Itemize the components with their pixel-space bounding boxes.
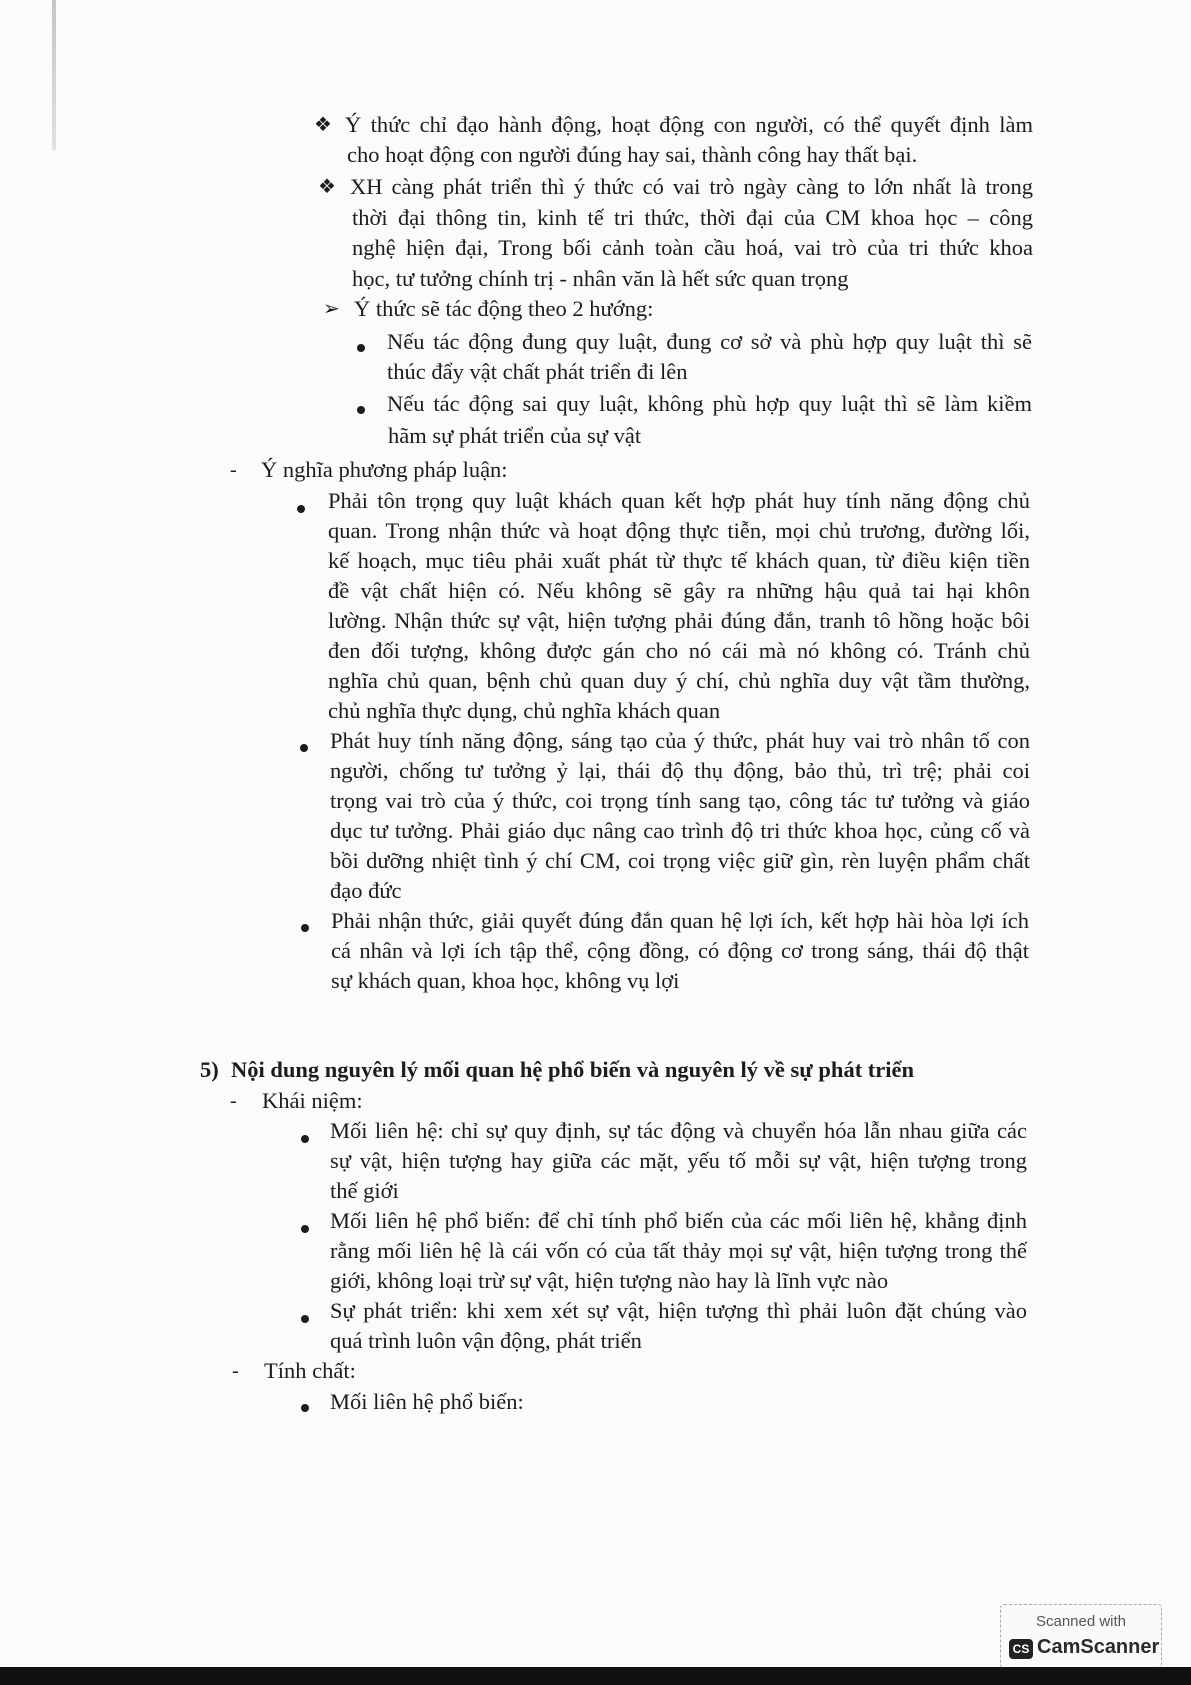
text-line: giới, không loại trừ sự vật, hiện tượng nào hay là lĩnh vực nào <box>330 1268 889 1293</box>
round-bullet-icon <box>301 1404 309 1412</box>
text-line: Mối liên hệ: chỉ sự quy định, sự tác động và chuyển hóa lẫn nhau giữa các <box>330 1118 1027 1143</box>
round-bullet-icon <box>301 1135 309 1143</box>
watermark-brand: CamScanner <box>1037 1636 1160 1658</box>
text-line: chủ nghĩa thực dụng, chủ nghĩa khách quan <box>328 698 721 723</box>
text-line: đạo đức <box>330 878 402 903</box>
text-line: người, chống tư tưởng ỷ lại, thái độ thụ động, bảo thủ, trì trệ; phải coi <box>330 758 1030 783</box>
text-line: trọng vai trò của ý thức, coi trọng tính sang tạo, công tác tư tưởng và giáo <box>330 788 1030 813</box>
round-bullet-icon <box>357 344 365 352</box>
text-line: Phát huy tính năng động, sáng tạo của ý thức, phát huy vai trò nhân tố con <box>330 728 1030 753</box>
text-line: thời đại thông tin, kinh tế tri thức, thời đại của CM khoa học – công <box>352 205 1033 230</box>
text-line: nghệ hiện đại, Trong bối cảnh toàn cầu hoá, vai trò của tri thức khoa <box>352 235 1033 260</box>
text-line: Sự phát triển: khi xem xét sự vật, hiện tượng thì phải luôn đặt chúng vào <box>330 1298 1027 1323</box>
diamond-bullet-icon: ❖ <box>314 114 332 136</box>
text-line: XH càng phát triển thì ý thức có vai trò ngày càng to lớn nhất là trong <box>350 174 1033 199</box>
text-line: sự vật, hiện tượng hay giữa các mặt, yếu tố mỗi sự vật, hiện tượng trong <box>330 1148 1027 1173</box>
section-heading: Nội dung nguyên lý mối quan hệ phổ biến và nguyên lý về sự phát triển <box>231 1057 915 1082</box>
text-line: đen đối tượng, không được gán cho nó cái mà nó không có. Tránh chủ <box>328 638 1030 663</box>
round-bullet-icon <box>297 505 305 513</box>
text-line: Ý thức sẽ tác động theo 2 hướng: <box>354 296 654 321</box>
text-line: Mối liên hệ phổ biến: để chỉ tính phổ biến của các mối liên hệ, khẳng định <box>330 1208 1027 1233</box>
text-line: cá nhân và lợi ích tập thể, cộng đồng, có động cơ trong sáng, thái độ thật <box>331 938 1029 963</box>
text-line: thúc đẩy vật chất phát triển đi lên <box>387 359 688 384</box>
text-line: Mối liên hệ phổ biến: <box>330 1389 524 1414</box>
scan-bottom-edge <box>0 1667 1191 1685</box>
text-line: Phải tôn trọng quy luật khách quan kết hợp phát huy tính năng động chủ <box>328 488 1030 513</box>
text-line: sự khách quan, khoa học, không vụ lợi <box>331 968 680 993</box>
round-bullet-icon <box>301 1225 309 1233</box>
text-line: Ý thức chỉ đạo hành động, hoạt động con người, có thể quyết định làm <box>345 112 1033 137</box>
text-line: Khái niệm: <box>262 1088 363 1113</box>
text-line: thế giới <box>330 1178 399 1203</box>
text-line: hãm sự phát triển của sự vật <box>388 423 642 448</box>
text-line: bồi dưỡng nhiệt tình ý chí CM, coi trọng việc giữ gìn, rèn luyện phẩm chất <box>330 848 1030 873</box>
dash-bullet-icon: - <box>230 1090 237 1112</box>
text-line: dục tư tưởng. Phải giáo dục nâng cao trình độ tri thức khoa học, củng cố và <box>330 818 1030 843</box>
camscanner-logo-icon: CS <box>1009 1639 1033 1659</box>
round-bullet-icon <box>301 1315 309 1323</box>
page-edge-shadow <box>52 0 56 150</box>
text-line: quá trình luôn vận động, phát triển <box>330 1328 642 1353</box>
text-line: rằng mối liên hệ là cái vốn có của tất thảy mọi sự vật, hiện tượng trong thế <box>330 1238 1027 1263</box>
diamond-bullet-icon: ❖ <box>318 176 336 198</box>
text-line: Phải nhận thức, giải quyết đúng đắn quan hệ lợi ích, kết hợp hài hòa lợi ích <box>331 908 1029 933</box>
text-line: kế hoạch, mục tiêu phải xuất phát từ thực tế khách quan, từ điều kiện tiền <box>328 548 1030 573</box>
text-line: Ý nghĩa phương pháp luận: <box>261 457 508 482</box>
text-line: quan. Trong nhận thức và hoạt động thực tiễn, mọi chủ trương, đường lối, <box>328 518 1030 543</box>
text-line: Tính chất: <box>264 1358 356 1383</box>
text-line: cho hoạt động con người đúng hay sai, thành công hay thất bại. <box>347 142 918 167</box>
dash-bullet-icon: - <box>232 1360 239 1382</box>
text-line: học, tư tưởng chính trị - nhân văn là hết sức quan trọng <box>352 266 849 291</box>
text-line: Nếu tác động đung quy luật, đung cơ sở và phù hợp quy luật thì sẽ <box>387 329 1032 354</box>
text-line: lường. Nhận thức sự vật, hiện tượng phải đúng đắn, tranh tô hồng hoặc bôi <box>328 608 1030 633</box>
round-bullet-icon <box>301 924 309 932</box>
round-bullet-icon <box>300 744 308 752</box>
section-number: 5) <box>200 1057 219 1082</box>
camscanner-watermark <box>1000 1604 1162 1668</box>
round-bullet-icon <box>357 406 365 414</box>
text-line: đề vật chất hiện có. Nếu không sẽ gây ra những hậu quả tai hại khôn <box>328 578 1030 603</box>
text-line: Nếu tác động sai quy luật, không phù hợp quy luật thì sẽ làm kiềm <box>387 391 1032 416</box>
text-line: nghĩa chủ quan, bệnh chủ quan duy ý chí, chủ nghĩa duy vật tầm thường, <box>328 668 1030 693</box>
watermark-caption: Scanned with <box>1035 1613 1127 1630</box>
arrow-bullet-icon: ➢ <box>323 298 340 320</box>
dash-bullet-icon: - <box>230 459 237 481</box>
